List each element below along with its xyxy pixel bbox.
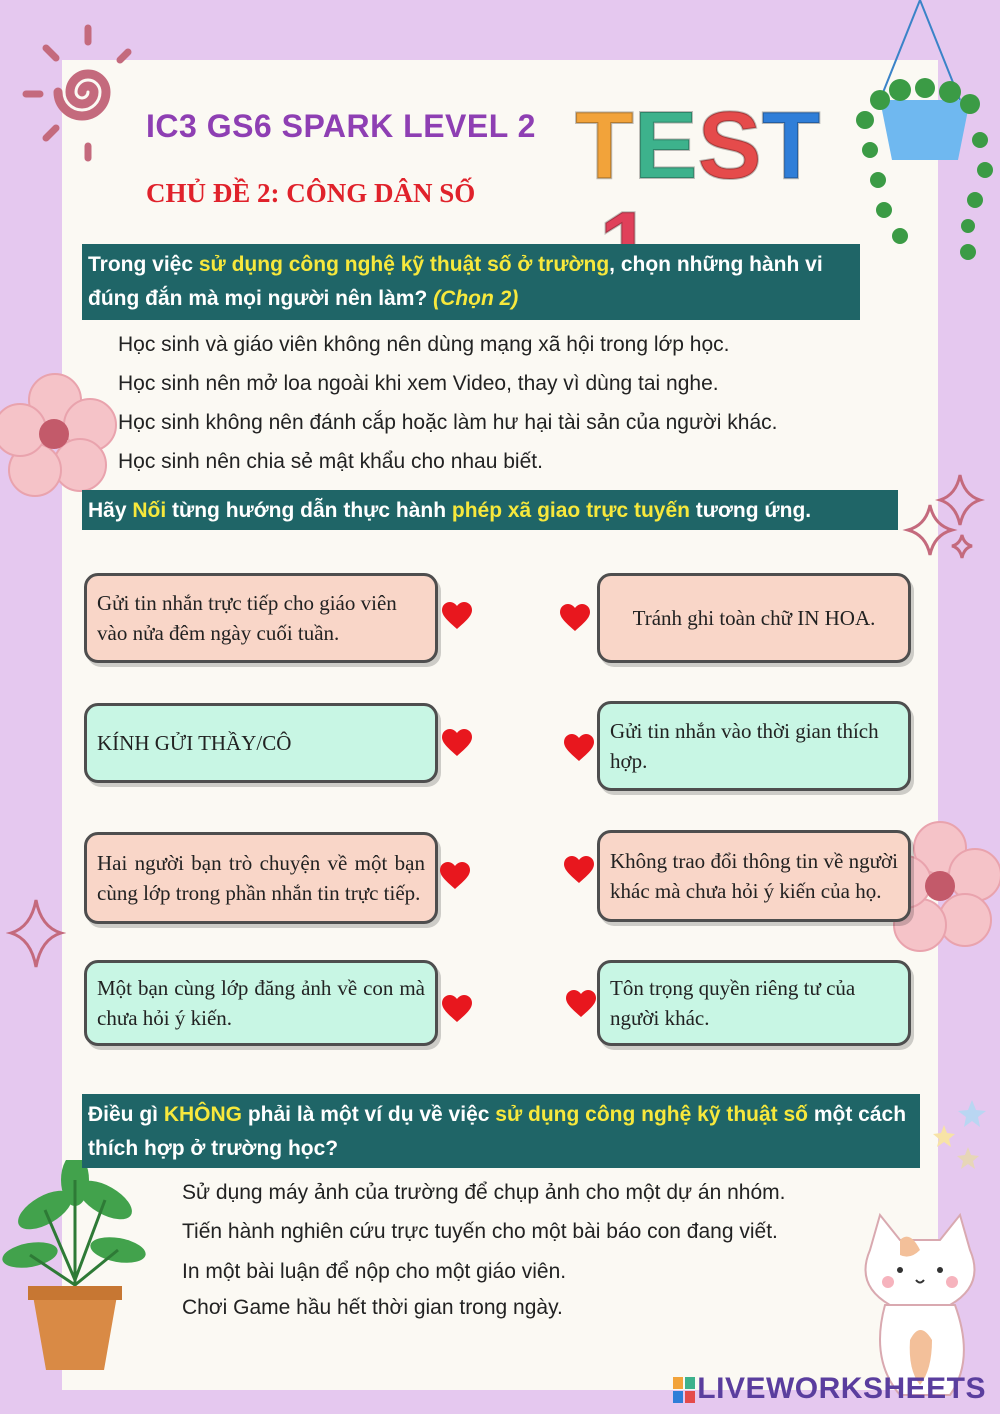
question-3-text-3: một cách thích hợp ở trường học?: [88, 1103, 907, 1160]
match-left-card-3: [84, 832, 438, 924]
match-right-text-4: Tôn trọng quyền riêng tư của người khác.: [610, 976, 856, 1030]
question-3-option-4[interactable]: Chơi Game hầu hết thời gian trong ngày.: [182, 1296, 563, 1319]
match-left-text-3: Hai người bạn trò chuyện về một bạn cùng lớp trong phần nhắn tin trực tiếp.: [97, 851, 425, 905]
test-logo-letter: S: [697, 92, 762, 199]
match-right-text-2: Gửi tin nhắn vào thời gian thích hợp.: [610, 719, 879, 773]
sun-swirl-decoration: [18, 20, 138, 170]
hanging-plant-decoration: [840, 0, 1000, 280]
match-left-heart-icon-4[interactable]: [442, 995, 472, 1023]
question-1-text-end: , chọn những hành vi đúng đắn mà mọi người nên làm?: [88, 253, 823, 310]
match-left-card-2: [84, 703, 438, 783]
question-1-option-3[interactable]: Học sinh không nên đánh cắp hoặc làm hư hại tài sản của người khác.: [118, 411, 778, 434]
match-left-text-1: Gửi tin nhắn trực tiếp cho giáo viên vào nửa đêm ngày cuối tuần.: [97, 591, 397, 645]
question-2-highlight-1: Nối: [132, 499, 167, 522]
page-title: IC3 GS6 SPARK LEVEL 2: [146, 108, 536, 144]
question-3-option-2[interactable]: Tiến hành nghiên cứu trực tuyến cho một bài báo con đang viết.: [182, 1220, 778, 1243]
match-right-heart-icon-2[interactable]: [564, 734, 594, 762]
question-1-text: Trong việc: [88, 253, 199, 276]
match-left-text-2: KÍNH GỬI THẦY/CÔ: [97, 731, 292, 755]
liveworksheets-icon: [673, 1377, 695, 1403]
liveworksheets-text: LIVEWORKSHEETS: [697, 1372, 986, 1405]
sparkle-left-decoration: [6, 895, 66, 975]
small-stars-decoration: [930, 1095, 990, 1175]
match-right-card-1: [597, 573, 911, 663]
question-3-prompt: [82, 1094, 920, 1168]
question-1-option-4[interactable]: Học sinh nên chia sẻ mật khẩu cho nhau biết.: [118, 450, 543, 473]
question-1-highlight: sử dụng công nghệ kỹ thuật số ở trường: [198, 253, 610, 276]
match-left-text-4: Một bạn cùng lớp đăng ảnh về con mà chưa hỏi ý kiến.: [97, 976, 425, 1030]
question-2-text-1: Hãy: [88, 499, 133, 522]
test-number-logo: [575, 92, 835, 199]
question-1-prompt: [82, 244, 860, 320]
test-logo-letter: T: [575, 92, 634, 199]
match-left-card-1: [84, 573, 438, 663]
match-right-card-3: [597, 830, 911, 922]
match-right-heart-icon-4[interactable]: [566, 990, 596, 1018]
question-2-text-3: tương ứng.: [689, 499, 812, 522]
sparkle-right-decoration: [900, 470, 990, 570]
question-2-text-2: từng hướng dẫn thực hành: [166, 499, 452, 522]
match-left-heart-icon-1[interactable]: [442, 602, 472, 630]
match-right-text-1: Tránh ghi toàn chữ IN HOA.: [632, 606, 876, 630]
question-2-highlight-2: phép xã giao trực tuyến: [451, 499, 690, 522]
question-1-option-2[interactable]: Học sinh nên mở loa ngoài khi xem Video, thay vì dùng tai nghe.: [118, 372, 719, 395]
potted-plant-decoration: [0, 1160, 150, 1380]
question-1-note: (Chọn 2): [433, 287, 519, 310]
match-left-heart-icon-2[interactable]: [442, 729, 472, 757]
match-right-heart-icon-3[interactable]: [564, 856, 594, 884]
match-right-text-3: Không trao đổi thông tin về người khác mà chưa hỏi ý kiến của họ.: [610, 849, 898, 903]
question-3-highlight-1: KHÔNG: [163, 1103, 243, 1126]
question-3-option-3[interactable]: In một bài luận để nộp cho một giáo viên.: [182, 1260, 567, 1283]
pink-flower-left-decoration: [0, 370, 120, 500]
question-3-text-1: Điều gì: [88, 1103, 164, 1126]
match-right-heart-icon-1[interactable]: [560, 604, 590, 632]
question-1-option-1[interactable]: Học sinh và giáo viên không nên dùng mạng xã hội trong lớp học.: [118, 333, 730, 356]
question-3-highlight-2: sử dụng công nghệ kỹ thuật số: [495, 1103, 808, 1126]
page-subtitle: CHỦ ĐỀ 2: CÔNG DÂN SỐ: [146, 178, 476, 208]
match-right-card-4: [597, 960, 911, 1046]
match-left-heart-icon-3[interactable]: [440, 862, 470, 890]
match-right-card-2: [597, 701, 911, 791]
test-logo-letter: T: [761, 92, 821, 199]
liveworksheets-logo: [673, 1372, 986, 1406]
test-logo-letter: E: [633, 92, 698, 199]
question-3-option-1[interactable]: Sử dụng máy ảnh của trường để chụp ảnh cho một dự án nhóm.: [182, 1181, 786, 1204]
question-2-prompt: [82, 490, 898, 530]
question-3-text-2: phải là một ví dụ về việc: [242, 1103, 496, 1126]
match-left-card-4: [84, 960, 438, 1046]
